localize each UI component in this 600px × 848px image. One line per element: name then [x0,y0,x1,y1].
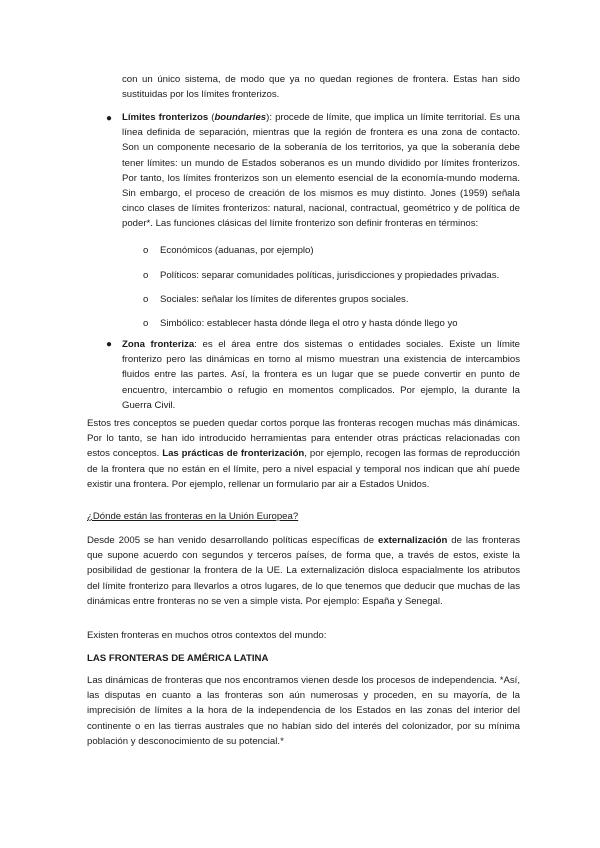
sub-marker: o [143,318,149,329]
bullet-limites-fronterizos [122,110,520,232]
bullet-zona-fronteriza [122,337,520,413]
sub-item-sociales: Sociales: señalar los límites de diferentes grupos sociales. [160,294,409,305]
term-limites: Límites fronterizos [122,112,209,123]
paragraph-ue: Desde 2005 se han venido desarrollando políticas específicas de externalización de las fronteras que supone acuerdo con segundos y terceros países, de forma que, a través de estos, existe la posibilidad de gestionar la frontera de la UE. La externalización disloca espacialmente los atributos del límite fronterizo para llevarlos a otros lugares, de lo que tenemos que deducir que muchas de las dinámicas entre fronteras no se ven a simple vista. Por ejemplo: España y Senegal. [87,535,521,607]
section-heading: LAS FRONTERAS DE AMÉRICA LATINA [87,653,269,664]
close-paren: ): [266,112,273,123]
paragraph-practicas: Estos tres conceptos se pueden quedar cortos porque las fronteras recogen muchas más dinámicas. Por lo tanto, se han ido introducido herramientas para entender otras prácticas relacionadas con estos conceptos. Las prácticas de fronterización, por ejemplo, recogen las formas de reproducción de la frontera que no están en el límite, pero a nivel espacial y temporal nos indican que ahí puede existir una frontera. Por ejemplo, rellenar un formulario par air a Estados Unidos. [87,418,520,490]
paragraph-contextos: Existen fronteras en muchos otros contextos del mundo: [87,630,327,641]
bullet-dot: ● [106,113,113,124]
paragraph-america-latina: Las dinámicas de fronteras que nos encontramos vienen desde los procesos de independencia. *Así, las disputas en cuanto a las fronteras son aún numerosas y proceden, en su mayoría, de la imprecisión de límites a la hora de la independencia de los Estados en las zonas del interior del continente o en las tierras australes que no habían sido del interés del colonizador, por su mínima población y desconocimiento de su potencial.* [87,675,520,747]
sub-item-economicos: Económicos (aduanas, por ejemplo) [160,245,314,256]
term-practicas: Las prácticas de fronterización [162,448,305,460]
bullet-body: : es el área entre dos sistemas o entidades sociales. Existe un límite fronterizo pero las dinámicas en torno al mismo muestran una existencia de intercambios fluidos entre las partes. Así, la frontera es un lugar que se puede convertir en punto de encuentro, intercambio o refugio en momentos complicados. Por ejemplo, la durante la Guerra Civil. [122,339,521,411]
bullet-dot: ● [106,339,113,350]
sub-item-politicos: Políticos: separar comunidades políticas, jurisdicciones y propiedades privadas. [160,270,500,281]
sub-item-simbolico: Simbólico: establecer hasta dónde llega el otro y hasta dónde llego yo [160,318,458,329]
question-heading: ¿Dónde están las fronteras en la Unión Europea? [87,511,299,522]
sub-marker: o [143,294,149,305]
bullet-body: procede de límite, que implica un límite territorial. Es una línea definida de separación, mientras que la región de frontera es una zona de contacto. Son un componente necesario de la soberanía de los territorios, ya que la soberanía debe tener límites: un mundo de Estados soberanos es un mundo dividido por límites fronterizos. Por tanto, los límites fronterizos son un elemento esencial de la economía-mundo moderna. Sin embargo, el proceso de creación de los mismos es muy distinto. Jones (1959) señala cinco clases de límites fronterizos: natural, nacional, contractual, geométrico y de política de poder*. Las funciones clásicas del límite fronterizo son definir fronteras en términos: [122,112,520,230]
sub-marker: o [143,270,149,281]
term-zona: Zona fronteriza [122,339,195,350]
open-paren: ( [208,112,215,123]
term-boundaries: boundaries [214,112,267,123]
term-externalizacion: externalización [378,535,448,546]
continuation-paragraph: con un único sistema, de modo que ya no quedan regiones de frontera. Estas han sido sustituidas por los límites fronterizos. [122,74,520,101]
sub-marker: o [143,245,149,256]
